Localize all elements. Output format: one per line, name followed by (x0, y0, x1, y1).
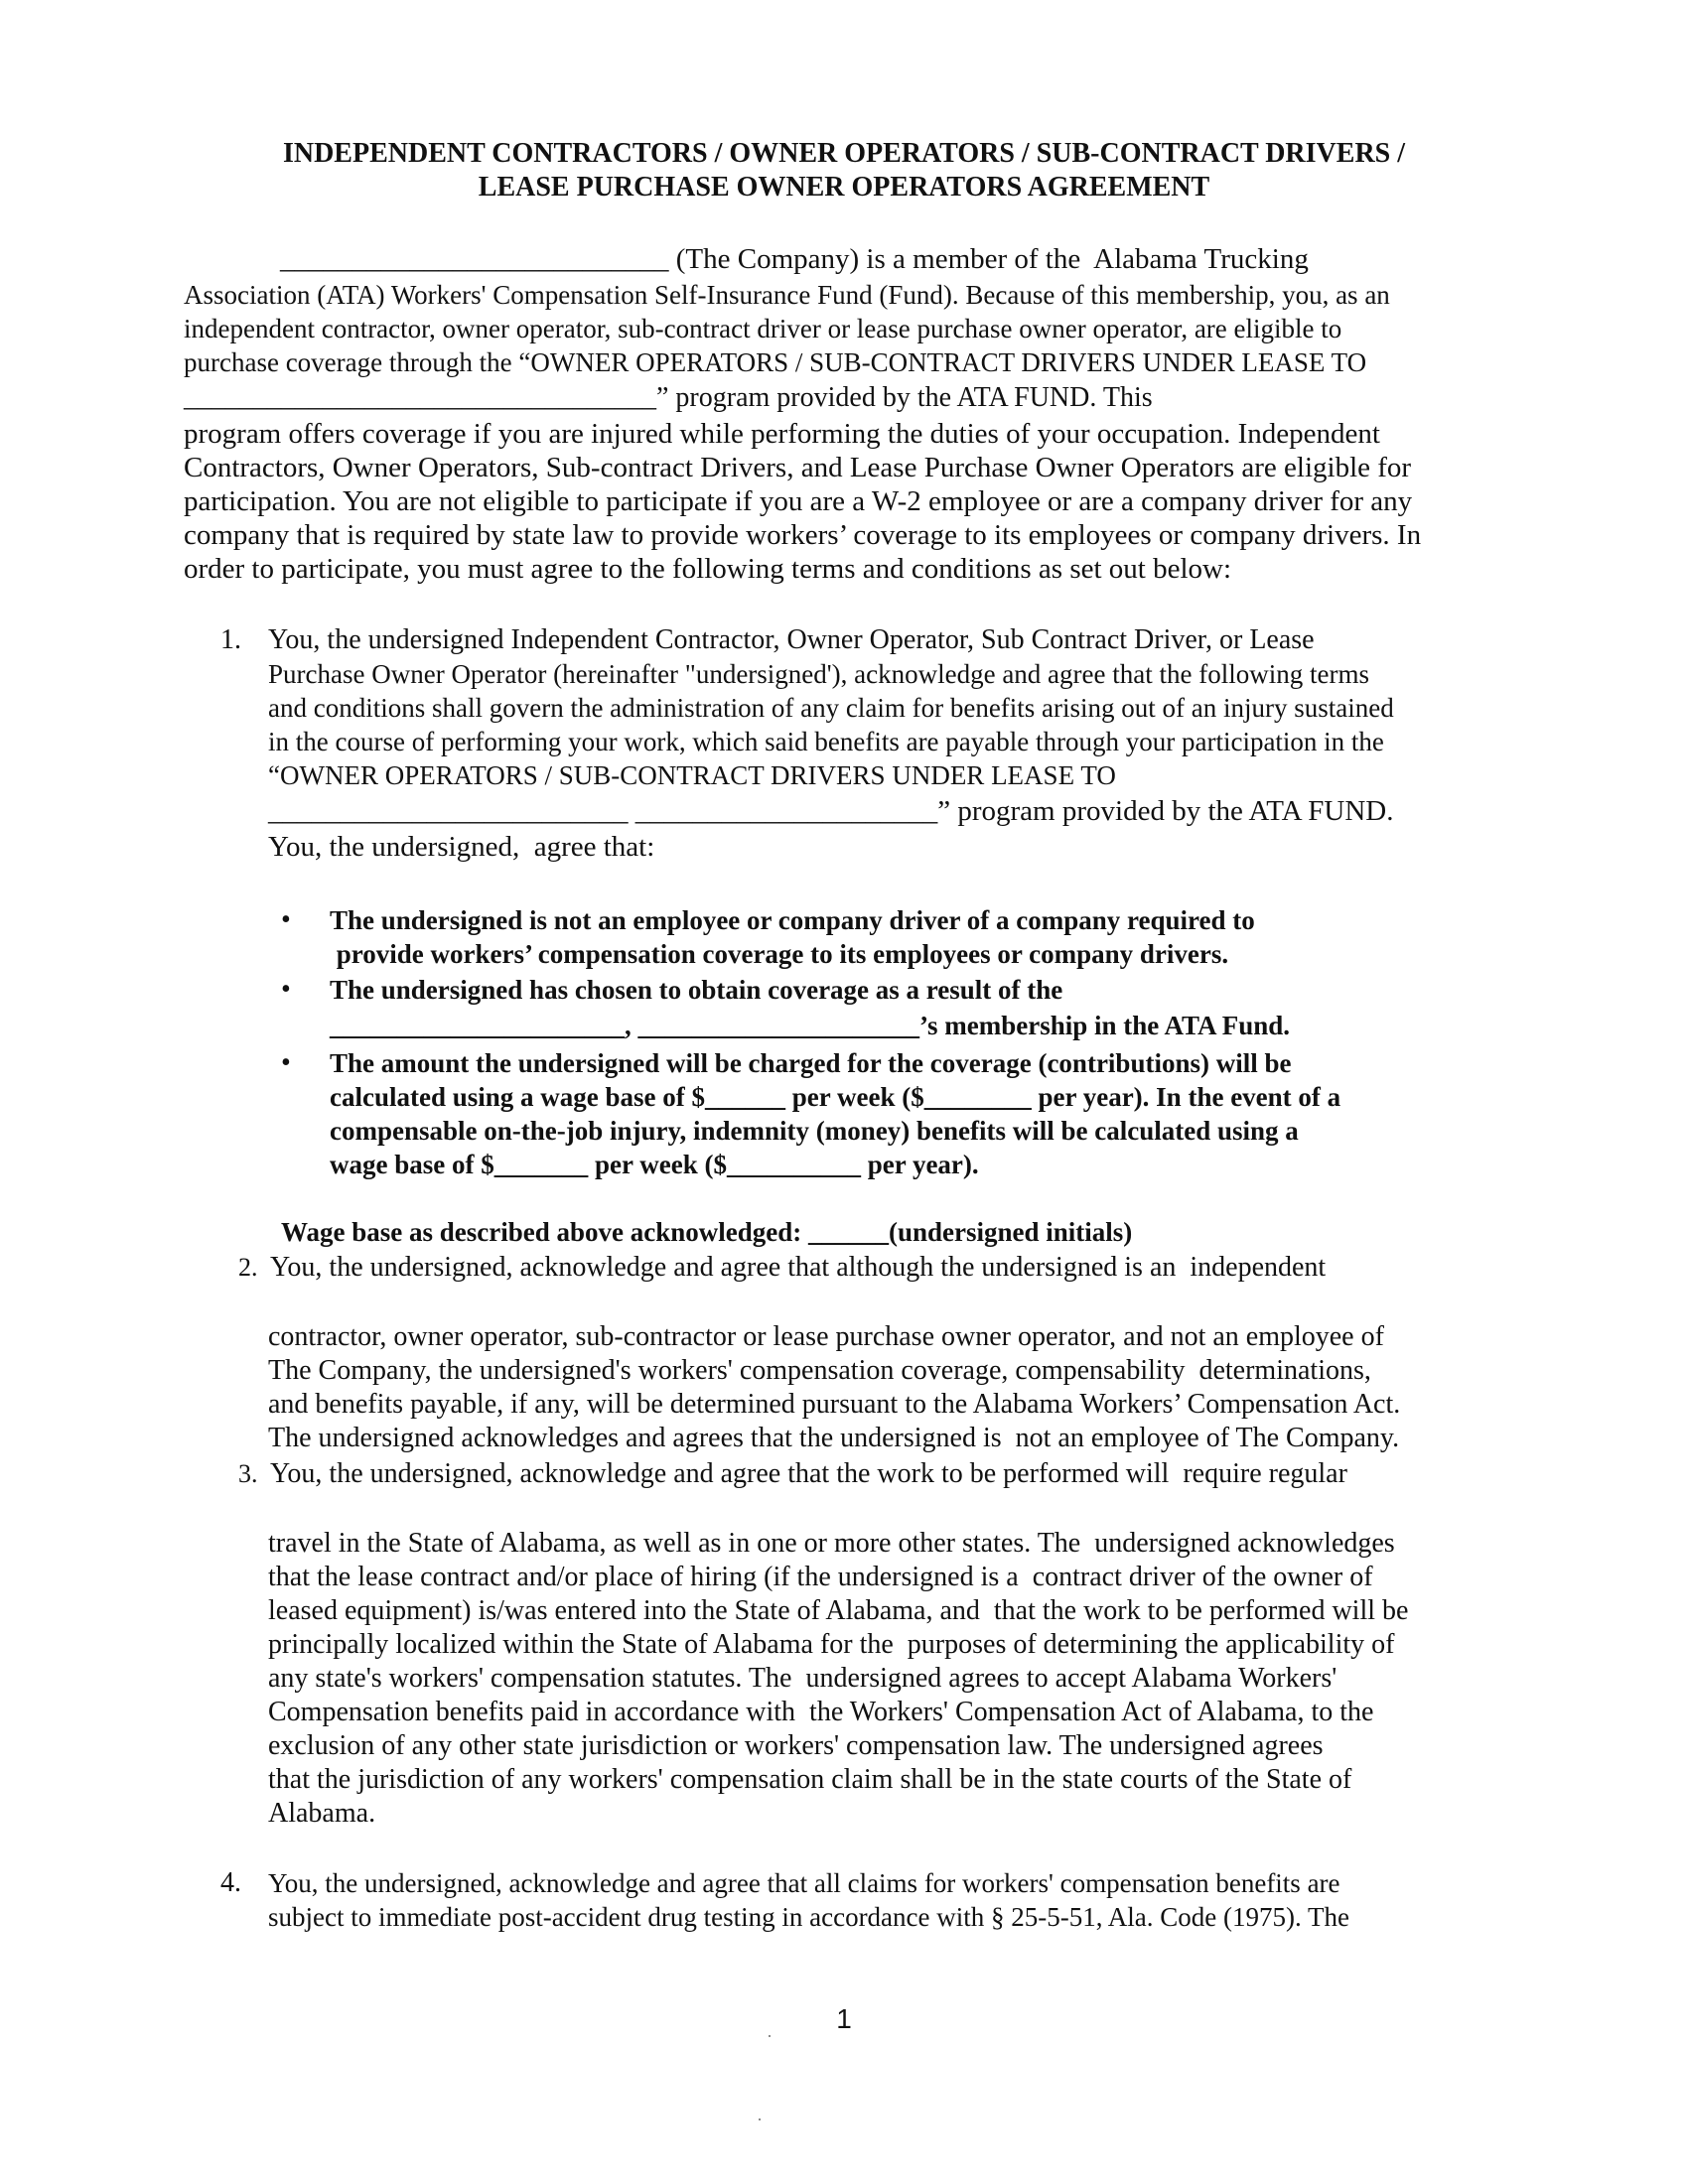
intro-line: independent contractor, owner operator, sub-contract driver or lease purchase owner operator, are eligible to (184, 314, 1342, 343)
item-2-line: and benefits payable, if any, will be determined pursuant to the Alabama Workers’ Compensation Act. (268, 1389, 1401, 1420)
item-4-line: You, the undersigned, acknowledge and agree that all claims for workers' compensation benefits are (268, 1868, 1340, 1898)
intro-line: Contractors, Owner Operators, Sub-contract Drivers, and Lease Purchase Owner Operators are eligible for (184, 452, 1412, 483)
agreement-title (179, 137, 1509, 205)
intro-line: order to participate, you must agree to the following terms and conditions as set out below: (184, 553, 1232, 585)
item-3-line: Compensation benefits paid in accordance with the Workers' Compensation Act of Alabama, to the (268, 1697, 1374, 1727)
item-3-first-line: You, the undersigned, acknowledge and agree that the work to be performed will require regular (270, 1458, 1347, 1489)
item-2-line: contractor, owner operator, sub-contractor or lease purchase owner operator, and not an employee of (268, 1321, 1384, 1352)
item-1-line: “OWNER OPERATORS / SUB-CONTRACT DRIVERS UNDER LEASE TO (268, 760, 1116, 790)
intro-line: program offers coverage if you are injured while performing the duties of your occupation. Independent (184, 418, 1380, 450)
scan-speck (769, 2035, 771, 2037)
intro-line: company that is required by state law to provide workers’ coverage to its employees or company drivers. In (184, 519, 1422, 551)
item-3-line: that the jurisdiction of any workers' compensation claim shall be in the state courts of the State of (268, 1764, 1352, 1795)
bullet-line: calculated using a wage base of $______ per week ($________ per year). In the event of a (330, 1082, 1341, 1112)
intro-line: __________________________________” program provided by the ATA FUND. This (184, 382, 1153, 413)
page-number: 1 (836, 2003, 852, 2034)
bullet-line: provide workers’ compensation coverage to its employees or company drivers. (330, 939, 1229, 969)
item-1-line: You, the undersigned Independent Contractor, Owner Operator, Sub Contract Driver, or Lease (268, 624, 1315, 655)
intro-line: Association (ATA) Workers' Compensation Self-Insurance Fund (Fund). Because of this membership, you, as an (184, 280, 1390, 310)
item-3-line: leased equipment) is/was entered into the State of Alabama, and that the work to be performed will be (268, 1595, 1409, 1626)
bullet-symbol: • (281, 904, 291, 935)
bullet-line: The amount the undersigned will be charged for the coverage (contributions) will be (330, 1048, 1292, 1078)
bullet-symbol: • (281, 1047, 291, 1078)
item-3-number: 3. (238, 1459, 258, 1488)
item-1-line: Purchase Owner Operator (hereinafter "undersigned'), acknowledge and agree that the following terms (268, 659, 1369, 689)
bullet-line: ______________________, _____________________’s membership in the ATA Fund. (330, 1011, 1291, 1040)
item-3-line: that the lease contract and/or place of hiring (if the undersigned is a contract driver of the owner of (268, 1562, 1373, 1592)
item-4-number: 4. (220, 1867, 241, 1898)
item-2-line: The Company, the undersigned's workers' compensation coverage, compensability determinations, (268, 1355, 1371, 1386)
bullet-symbol: • (281, 974, 291, 1005)
intro-line: ___________________________ (The Company) is a member of the Alabama Trucking (280, 243, 1309, 275)
item-2-number: 2. (238, 1253, 258, 1282)
wage-base-acknowledgment: Wage base as described above acknowledged: ______(undersigned initials) (281, 1217, 1133, 1247)
intro-line: participation. You are not eligible to participate if you are a W-2 employee or are a company driver for any (184, 485, 1413, 517)
item-2-first-line: You, the undersigned, acknowledge and agree that although the undersigned is an independent (270, 1252, 1327, 1283)
intro-line: purchase coverage through the “OWNER OPERATORS / SUB-CONTRACT DRIVERS UNDER LEASE TO (184, 347, 1367, 377)
scan-speck (759, 2118, 761, 2120)
title-line-2: LEASE PURCHASE OWNER OPERATORS AGREEMENT (478, 172, 1210, 203)
item-3-line: any state's workers' compensation statutes. The undersigned agrees to accept Alabama Workers' (268, 1663, 1337, 1694)
bullet-line: compensable on-the-job injury, indemnity (money) benefits will be calculated using a (330, 1116, 1299, 1146)
bullet-line: The undersigned is not an employee or company driver of a company required to (330, 905, 1255, 935)
item-1-line: You, the undersigned, agree that: (268, 831, 655, 863)
title-line-1: INDEPENDENT CONTRACTORS / OWNER OPERATORS / SUB-CONTRACT DRIVERS / (282, 138, 1406, 169)
item-1-line: and conditions shall govern the administration of any claim for benefits arising out of an injury sustained (268, 693, 1394, 723)
item-1-number: 1. (220, 624, 241, 655)
item-1-line: in the course of performing your work, which said benefits are payable through your participation in the (268, 727, 1384, 756)
bullet-line: The undersigned has chosen to obtain coverage as a result of the (330, 975, 1063, 1005)
item-1-line: _________________________ _____________________” program provided by the ATA FUND. (268, 795, 1394, 827)
item-3-line: travel in the State of Alabama, as well as in one or more other states. The undersigned acknowledges (268, 1528, 1395, 1559)
item-4-line: subject to immediate post-accident drug testing in accordance with § 25-5-51, Ala. Code (1975). The (268, 1902, 1349, 1932)
item-3-line: Alabama. (268, 1798, 376, 1829)
bullet-line: wage base of $_______ per week ($__________ per year). (330, 1150, 979, 1179)
item-3-line: principally localized within the State of Alabama for the purposes of determining the applicability of (268, 1629, 1395, 1660)
item-2-line: The undersigned acknowledges and agrees that the undersigned is not an employee of The Company. (268, 1423, 1400, 1453)
item-3-line: exclusion of any other state jurisdiction or workers' compensation law. The undersigned agrees (268, 1730, 1324, 1761)
